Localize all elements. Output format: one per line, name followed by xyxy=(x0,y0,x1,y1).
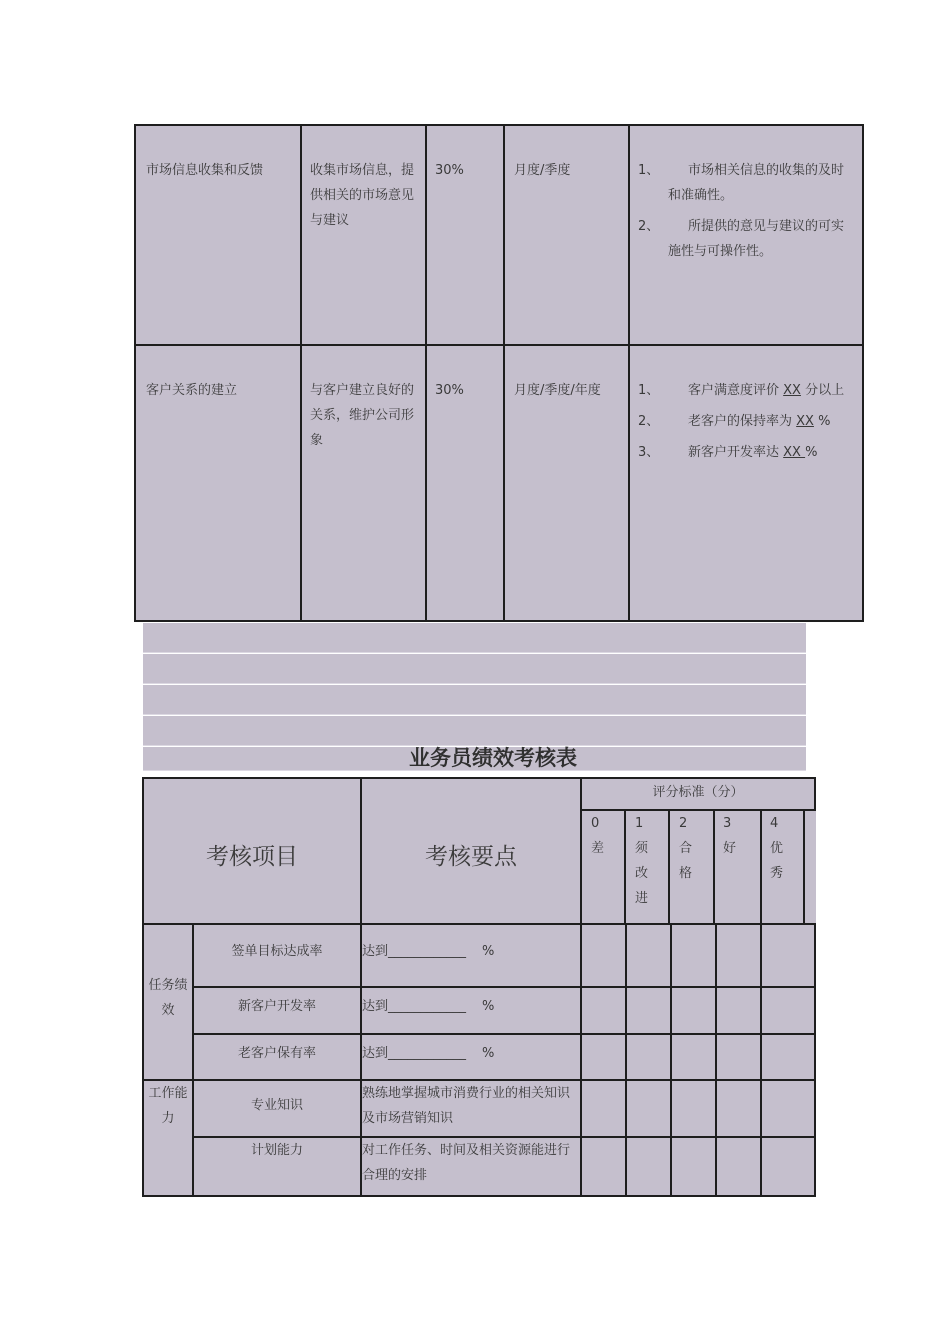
weight-cell: 30% xyxy=(435,383,464,398)
row-point: 熟练地掌握城市消费行业的相关知识及市场营销知识 xyxy=(362,1086,571,1126)
criteria-item: 2、 老客户的保持率为 XX % xyxy=(638,414,831,429)
appraisal-table xyxy=(142,777,816,1197)
header-points: 考核要点 xyxy=(425,844,517,870)
row-name: 签单目标达成率 xyxy=(231,944,323,959)
row-point: 达到____________ % xyxy=(362,999,495,1014)
performance-table-top xyxy=(134,124,864,622)
row-name: 老客户保有率 xyxy=(237,1046,316,1061)
score-col-2: 2 合 格 xyxy=(679,816,693,881)
row-point: 对工作任务、时间及相关资源能进行合理的安排 xyxy=(362,1143,571,1183)
col-divider xyxy=(300,126,302,620)
weight-cell: 30% xyxy=(435,163,464,178)
criteria-item: 1、 客户满意度评价 XX 分以上 xyxy=(638,383,845,398)
period-cell: 月度/季度/年度 xyxy=(514,383,601,398)
content-cell: 收集市场信息，提供相关的市场意见与建议 xyxy=(310,163,415,228)
row-name: 专业知识 xyxy=(250,1098,303,1113)
row-divider xyxy=(136,344,862,346)
score-header: 评分标准（分） xyxy=(652,785,744,800)
score-col-1: 1 须 改 进 xyxy=(635,816,649,906)
score-col-3: 3 好 xyxy=(723,816,737,856)
period-cell: 月度/季度 xyxy=(514,163,571,178)
criteria-item: 3、 新客户开发率达 XX % xyxy=(638,445,818,460)
row-name: 新客户开发率 xyxy=(237,999,316,1014)
item-cell: 客户关系的建立 xyxy=(146,383,238,398)
shaded-band xyxy=(143,654,806,684)
shaded-band xyxy=(143,685,806,715)
group-label-task: 任务绩效 xyxy=(148,978,188,1018)
shaded-band xyxy=(143,623,806,653)
page-title: 业务员绩效考核表 xyxy=(409,746,577,770)
col-divider xyxy=(628,126,630,620)
criteria-item: 2、 所提供的意见与建议的可实施性与可操作性。 xyxy=(638,219,845,259)
group-label-ability: 工作能力 xyxy=(148,1086,188,1126)
col-divider xyxy=(503,126,505,620)
criteria-item: 1、 市场相关信息的收集的及时和准确性。 xyxy=(638,163,845,203)
content-cell: 与客户建立良好的关系，维护公司形象 xyxy=(310,383,415,448)
row-point: 达到____________ % xyxy=(362,1046,495,1061)
row-point: 达到____________ % xyxy=(362,944,495,959)
criteria-cell xyxy=(638,378,860,465)
header-item: 考核项目 xyxy=(206,844,298,870)
criteria-cell xyxy=(638,158,856,264)
score-col-4: 4 优 秀 xyxy=(770,816,784,881)
score-col-0: 0 差 xyxy=(591,816,605,856)
item-cell: 市场信息收集和反馈 xyxy=(146,163,264,178)
row-name: 计划能力 xyxy=(250,1143,303,1158)
col-divider xyxy=(425,126,427,620)
